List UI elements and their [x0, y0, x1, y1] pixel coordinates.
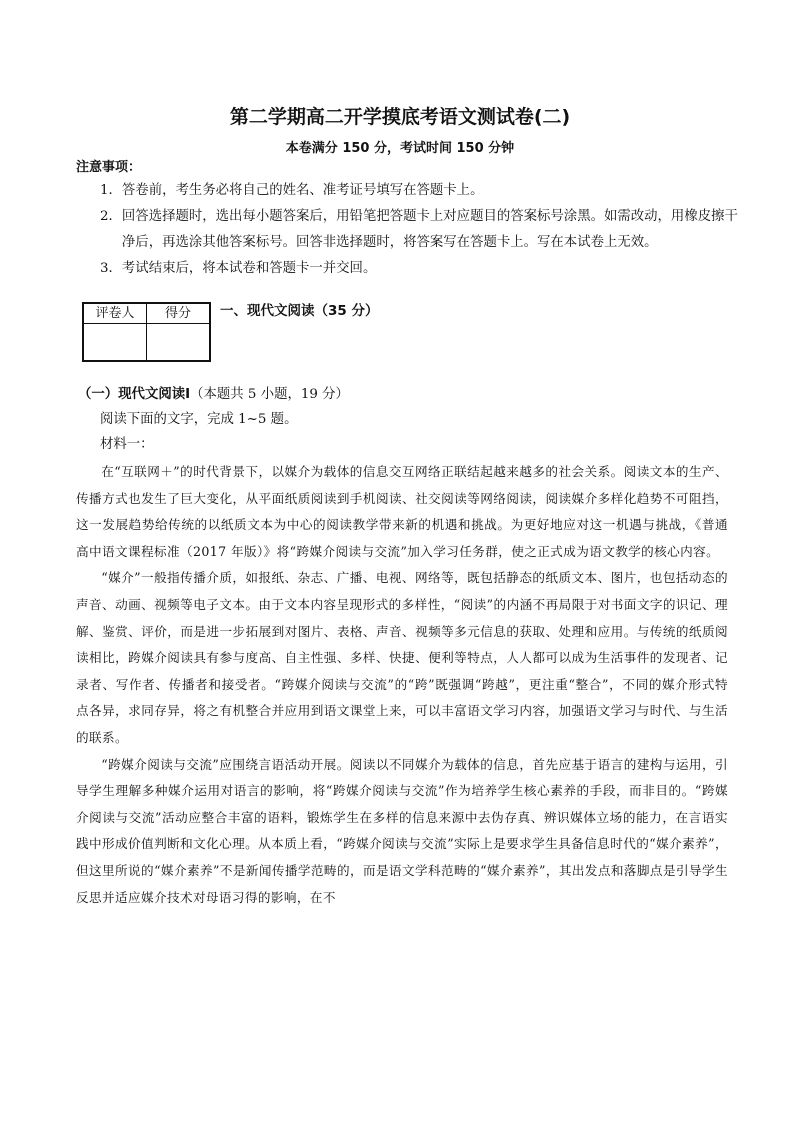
reading-instruction: 阅读下面的文字，完成 1~5 题。 [100, 412, 298, 427]
notice-item-1 [100, 178, 740, 204]
part-heading [78, 386, 349, 404]
score-cell [147, 324, 211, 362]
notice-list [100, 178, 740, 282]
notice-item-number: 3． [100, 261, 122, 276]
notice-item-2 [100, 204, 740, 256]
part-title: （一）现代文阅读Ⅰ [78, 387, 191, 402]
notice-item-text: 回答选择题时，选出每小题答案后，用铅笔把答题卡上对应题目的答案标号涂黑。如需改动，用橡皮擦干净后，再选涂其他答案标号。回答非选择题时，将答案写在答题卡上。写在本试卷上无效。 [121, 209, 738, 250]
notice-item-number: 1． [100, 183, 122, 198]
section-heading: 一、现代文阅读（35 分） [220, 303, 379, 319]
notice-item-3 [100, 256, 740, 282]
exam-subtitle: 本卷满分 150 分，考试时间 150 分钟 [285, 141, 515, 156]
notice-item-text: 答卷前，考生务必将自己的姓名、准考证号填写在答题卡上。 [121, 183, 484, 198]
grader-header: 评卷人 [83, 303, 147, 324]
notice-item-text: 考试结束后，将本试卷和答题卡一并交回。 [121, 261, 377, 276]
material-label: 材料一： [100, 437, 154, 452]
exam-title: 第二学期高二开学摸底考语文测试卷(二) [229, 106, 571, 128]
paragraph: 在“互联网＋”的时代背景下，以媒介为载体的信息交互网络正联结起越来越多的社会关系。阅读文本的生产、传播方式也发生了巨大变化，从平面纸质阅读到手机阅读、社交阅读等网络阅读，阅读媒介多样化趋势不可阻挡，这一发展趋势给传统的以纸质文本为中心的阅读教学带来新的机遇和挑战。为更好地应对这一机遇与挑战，《普通高中语文课程标准（2017 年版）》将“跨媒介阅读与交流”加入学习任务群，使之正式成为语文教学的核心内容。 [76, 464, 728, 559]
material-body [76, 459, 728, 911]
score-table [82, 302, 211, 362]
notice-item-number: 2． [100, 209, 122, 224]
grader-cell [83, 324, 147, 362]
paragraph: “媒介”一般指传播介质，如报纸、杂志、广播、电视、网络等，既包括静态的纸质文本、图片，也包括动态的声音、动画、视频等电子文本。由于文本内容呈现形式的多样性，“阅读”的内涵不再局限于对书面文字的识记、理解、鉴赏、评价，而是进一步拓展到对图片、表格、声音、视频等多元信息的获取、处理和应用。与传统的纸质阅读相比，跨媒介阅读具有参与度高、自主性强、多样、快捷、便利等特点，人人都可以成为生活事件的发现者、记录者、写作者、传播者和接受者。“跨媒介阅读与交流”的“跨”既强调“跨越”，更注重“整合”，不同的媒介形式特点各异，求同存异，将之有机整合并应用到语文课堂上来，可以丰富语文学习内容，加强语文学习与时代、与生活的联系。 [76, 570, 728, 745]
paragraph: “跨媒介阅读与交流”应围绕言语活动开展。阅读以不同媒介为载体的信息，首先应基于语言的建构与运用，引导学生理解多种媒介运用对语言的影响，将“跨媒介阅读与交流”作为培养学生核心素养的手段，而非目的。“跨媒介阅读与交流”活动应整合丰富的语料，锻炼学生在多样的信息来源中去伪存真、辨识媒体立场的能力，在言语实践中形成价值判断和文化心理。从本质上看，“跨媒介阅读与交流”实际上是要求学生具备信息时代的“媒介素养”，但这里所说的“媒介素养”不是新闻传播学范畴的，而是语文学科范畴的“媒介素养”，其出发点和落脚点是引导学生反思并适应媒介技术对母语习得的影响，在不 [76, 756, 728, 905]
part-note: （本题共 5 小题，19 分） [190, 387, 349, 402]
notice-heading: 注意事项： [76, 160, 142, 175]
score-header: 得分 [147, 303, 211, 324]
